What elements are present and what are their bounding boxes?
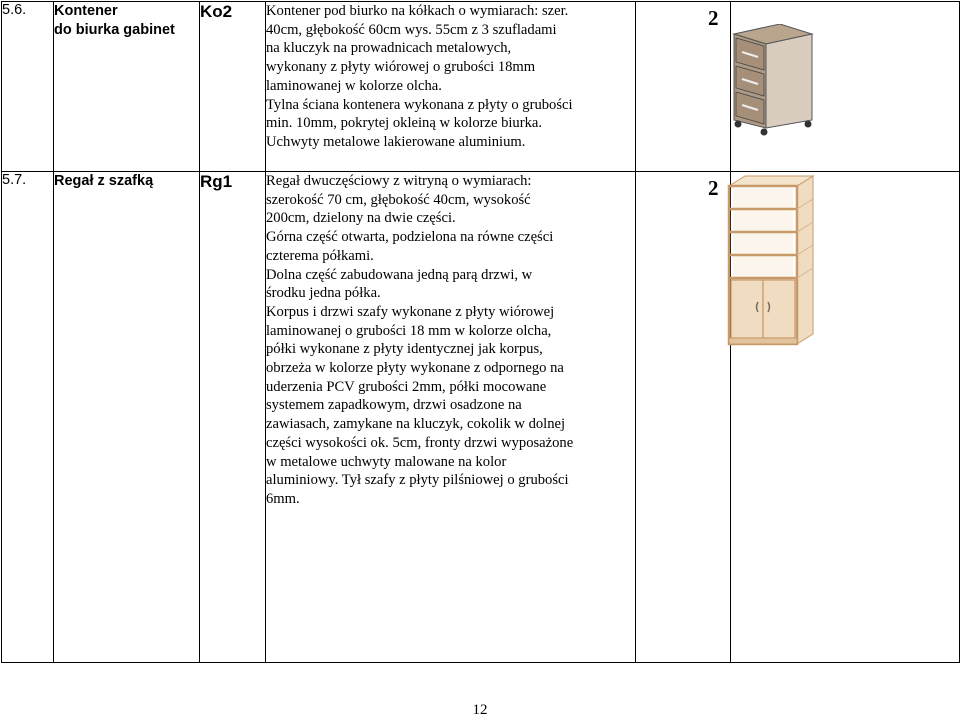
description-line: laminowanej w kolorze olcha. xyxy=(266,77,442,94)
item-description-cell xyxy=(266,2,636,172)
description-line: półki wykonane z płyty identycznej jak korpus, xyxy=(266,341,543,358)
description-line: 40cm, głębokość 60cm wys. 55cm z 3 szufladami xyxy=(266,21,557,38)
table-row xyxy=(2,2,960,172)
description-line: zawiasach, zamykane na kluczyk, cokolik w dolnej xyxy=(266,416,566,433)
row-number-cell xyxy=(2,172,54,663)
item-code-cell xyxy=(200,172,266,663)
description-line: 6mm. xyxy=(266,490,300,507)
page-number: 12 xyxy=(472,702,488,718)
item-code: Ko2 xyxy=(200,2,233,21)
item-name-cell xyxy=(54,2,200,172)
item-description-cell xyxy=(266,172,636,663)
description-line: uderzenia PCV grubości 2mm, półki mocowane xyxy=(266,378,547,395)
specification-table xyxy=(1,1,960,663)
table-row xyxy=(2,172,960,663)
item-quantity-cell xyxy=(636,172,731,663)
description-line: Dolna część zabudowana jedną parą drzwi, w xyxy=(266,266,533,283)
item-name-line1: Regał z szafką xyxy=(54,173,154,189)
item-quantity-cell xyxy=(636,2,731,172)
description-line: 200cm, dzielony na dwie części. xyxy=(266,210,456,227)
row-number: 5.7. xyxy=(2,172,27,188)
description-line: części wysokości ok. 5cm, fronty drzwi wyposażone xyxy=(266,434,574,451)
description-line: aluminiowy. Tył szafy z płyty pilśniowej o grubości xyxy=(266,472,569,489)
description-line: na kluczyk na prowadnicach metalowych, xyxy=(266,40,512,57)
description-line: Tylna ściana kontenera wykonana z płyty o grubości xyxy=(266,96,573,113)
item-quantity: 2 xyxy=(708,176,719,200)
description-line: w metalowe uchwyty malowane na kolor xyxy=(266,453,507,470)
item-code: Rg1 xyxy=(200,172,233,191)
description-line: Kontener pod biurko na kółkach o wymiarach: szer. xyxy=(266,3,569,19)
description-line: środku jedna półka. xyxy=(266,285,381,302)
item-name-line2: do biurka gabinet xyxy=(54,22,175,38)
bookcase-with-cabinet-illustration xyxy=(725,174,825,346)
item-quantity: 2 xyxy=(708,6,719,30)
row-number-cell xyxy=(2,2,54,172)
item-code-cell xyxy=(200,2,266,172)
item-image-cell xyxy=(731,172,960,663)
description-line: systemem zapadkowym, drzwi osadzone na xyxy=(266,397,522,414)
description-line: Uchwyty metalowe lakierowane aluminium. xyxy=(266,133,526,150)
description-line: obrzeża w kolorze płyty wykonane z odpornego na xyxy=(266,360,564,377)
item-image-cell xyxy=(731,2,960,172)
description-line: Korpus i drzwi szafy wykonane z płyty wiórowej xyxy=(266,303,555,320)
description-line: wykonany z płyty wiórowej o grubości 18mm xyxy=(266,59,536,76)
description-line: laminowanej o grubości 18 mm w kolorze olcha, xyxy=(266,322,552,339)
drawer-container-illustration xyxy=(728,24,848,142)
description-line: czterema półkami. xyxy=(266,247,374,264)
description-line: szerokość 70 cm, głębokość 40cm, wysokość xyxy=(266,191,531,208)
item-name-cell xyxy=(54,172,200,663)
item-name-line1: Kontener xyxy=(54,3,118,19)
description-line: Górna część otwarta, podzielona na równe części xyxy=(266,229,554,246)
description-line: Regał dwuczęściowy z witryną o wymiarach: xyxy=(266,173,532,189)
row-number: 5.6. xyxy=(2,2,27,18)
description-line: min. 10mm, pokrytej okleiną w kolorze biurka. xyxy=(266,115,543,132)
